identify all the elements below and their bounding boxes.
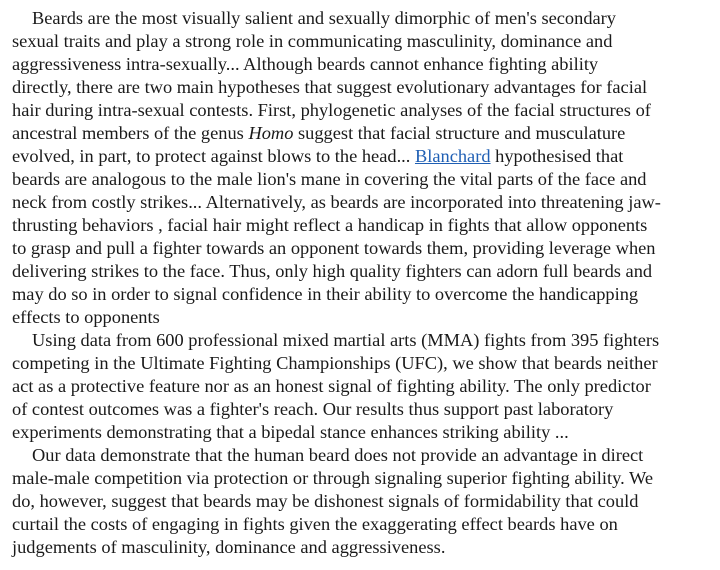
text-line: delivering strikes to the face. Thus, only high quality fighters can adorn full beards and [12, 261, 653, 281]
text-line: of contest outcomes was a fighter's reach. Our results thus support past laboratory [12, 399, 614, 419]
text-line [12, 122, 714, 145]
text-line: male-male competition via protection or through signaling superior fighting ability. We [12, 468, 654, 488]
text-line: thrusting behaviors , facial hair might reflect a handicap in fights that allow opponents [12, 215, 648, 235]
text-segment: hypothesised that [490, 146, 624, 166]
text-line: sexual traits and play a strong role in communicating masculinity, dominance and [12, 31, 613, 51]
text-line: to grasp and pull a fighter towards an opponent towards them, providing leverage when [12, 238, 656, 258]
text-line: judgements of masculinity, dominance and aggressiveness. [12, 537, 446, 557]
text-line: experiments demonstrating that a bipedal stance enhances striking ability ... [12, 422, 569, 442]
text-line: do, however, suggest that beards may be dishonest signals of formidability that could [12, 491, 639, 511]
text-line: effects to opponents [12, 307, 160, 327]
text-line: competing in the Ultimate Fighting Championships (UFC), we show that beards neither [12, 353, 658, 373]
text-line: neck from costly strikes... Alternatively, as beards are incorporated into threatening jaw- [12, 192, 661, 212]
text-segment: suggest that facial structure and musculature [293, 123, 626, 143]
text-segment: evolved, in part, to protect against blows to the head... [12, 146, 415, 166]
paragraph-3 [12, 444, 714, 559]
text-line [12, 145, 714, 168]
text-line: aggressiveness intra-sexually... Although beards cannot enhance fighting ability [12, 54, 599, 74]
text-line: hair during intra-sexual contests. First, phylogenetic analyses of the facial structures of [12, 100, 651, 120]
text-line: beards are analogous to the male lion's mane in covering the vital parts of the face and [12, 169, 647, 189]
blanchard-link[interactable]: Blanchard [414, 146, 491, 166]
paragraph-2 [12, 329, 714, 444]
italic-genus-name: Homo [248, 123, 294, 143]
text-segment: ancestral members of the genus [12, 123, 249, 143]
text-line: Beards are the most visually salient and sexually dimorphic of men's secondary [32, 8, 617, 28]
paragraph-1 [12, 7, 714, 329]
text-line: act as a protective feature nor as an honest signal of fighting ability. The only predictor [12, 376, 651, 396]
text-line: directly, there are two main hypotheses that suggest evolutionary advantages for facial [12, 77, 648, 97]
text-line: Using data from 600 professional mixed martial arts (MMA) fights from 395 fighters [32, 330, 660, 350]
text-line: Our data demonstrate that the human beard does not provide an advantage in direct [32, 445, 644, 465]
text-line: curtail the costs of engaging in fights given the exaggerating effect beards have on [12, 514, 618, 534]
text-line: may do so in order to signal confidence in their ability to overcome the handicapping [12, 284, 639, 304]
